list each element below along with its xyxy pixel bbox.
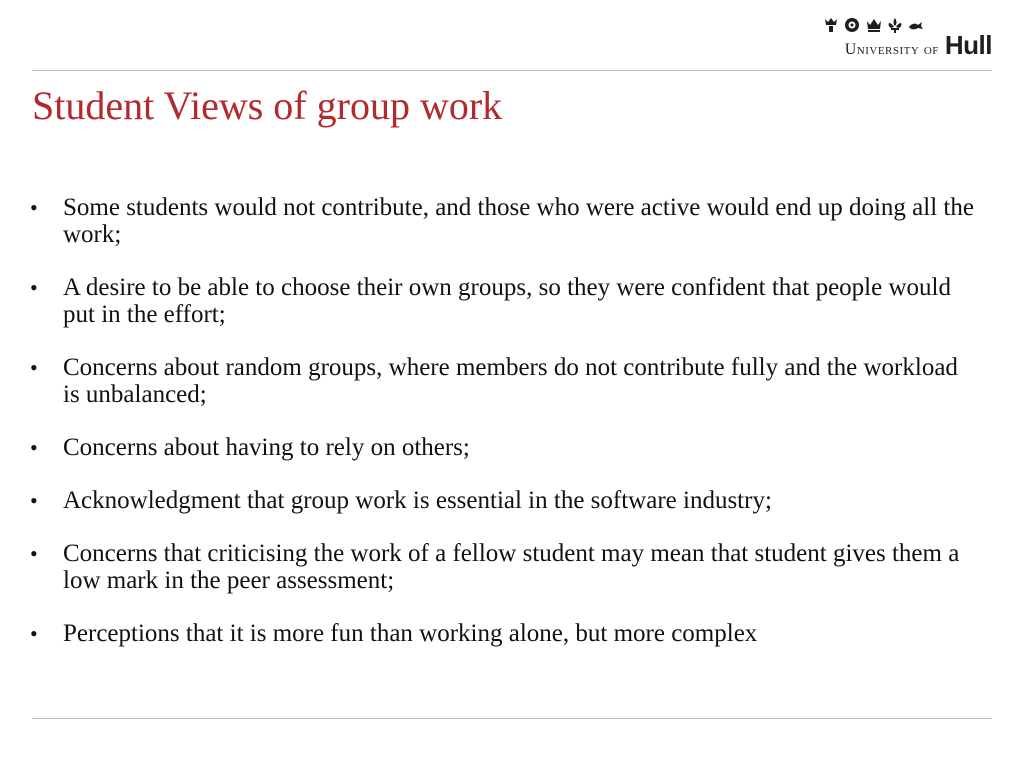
bullet-item [30,274,980,328]
bullet-text: Acknowledgment that group work is essential in the software industry; [63,487,772,514]
bullet-marker: • [30,195,38,220]
bullet-item [30,540,980,594]
footer-divider [32,718,992,719]
logo-hull: Hull [944,30,992,60]
bullet-marker: • [30,541,38,566]
university-logo [792,16,992,60]
bullet-marker: • [30,435,38,460]
logo-wordmark [845,30,992,61]
bullet-item [30,434,980,461]
bullet-item [30,620,980,647]
bullet-item [30,487,980,514]
bullet-text: Perceptions that it is more fun than working alone, but more complex [63,620,758,647]
bullet-list [30,194,980,673]
slide-title: Student Views of group work [32,83,503,128]
bullet-text: Concerns about random groups, where members do not contribute fully and the workload is unbalanced; [63,354,958,408]
bullet-text: Concerns about having to rely on others; [63,434,470,461]
bullet-item [30,194,980,248]
logo-university-of: University of [844,41,939,58]
bullet-item [30,354,980,408]
bullet-marker: • [30,621,38,646]
bullet-marker: • [30,275,38,300]
header-divider [32,70,992,71]
bullet-marker: • [30,355,38,380]
bullet-marker: • [30,488,38,513]
bullet-text: A desire to be able to choose their own groups, so they were confident that people would put in the effort; [63,274,951,328]
bullet-text: Concerns that criticising the work of a fellow student may mean that student gives them a low mark in the peer assessment; [63,540,960,594]
tudor-rose-icon [824,17,838,33]
bullet-text: Some students would not contribute, and those who were active would end up doing all the work; [63,194,974,248]
